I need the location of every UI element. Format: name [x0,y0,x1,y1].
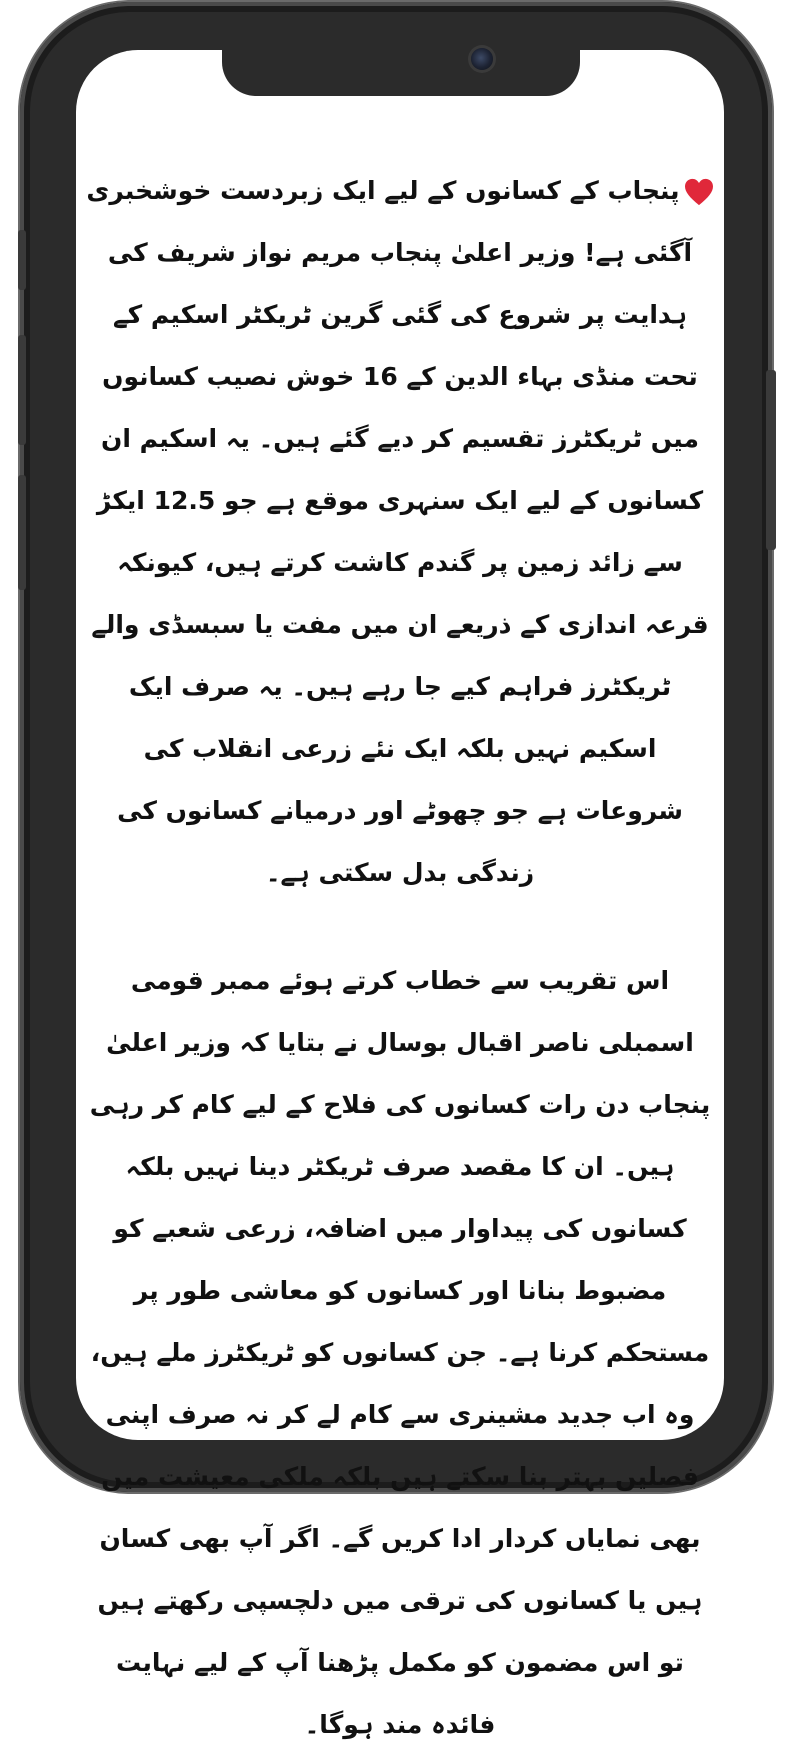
article-paragraph-2: اس تقریب سے خطاب کرتے ہوئے ممبر قومی اسمبلی ناصر اقبال بوسال نے بتایا کہ وزیر اعلیٰ پنجاب دن رات کسانوں کی فلاح کے لیے کام کر رہی ہیں۔ ان کا مقصد صرف ٹریکٹر دینا نہیں بلکہ کسانوں کی پیداوار میں اضافہ، زرعی شعبے کو مضبوط بنانا اور کسانوں کو معاشی طور پر مستحکم کرنا ہے۔ جن کسانوں کو ٹریکٹرز ملے ہیں، وہ اب جدید مشینری سے کام لے کر نہ صرف اپنی فصلیں بہتر بنا سکتے ہیں بلکہ ملکی معیشت میں بھی نمایاں کردار ادا کریں گے۔ اگر آپ بھی کسان ہیں یا کسانوں کی ترقی میں دلچسپی رکھتے ہیں تو اس مضمون کو مکمل پڑھنا آپ کے لیے نہایت فائدہ مند ہوگا۔ [89,966,711,1739]
mute-switch [18,230,26,290]
power-button [766,370,776,550]
front-camera-icon [471,48,493,70]
article-paragraph-1-text: پنجاب کے کسانوں کے لیے ایک زبردست خوشخبری آگئی ہے! وزیر اعلیٰ پنجاب مریم نواز شریف کی ہدایت پر شروع کی گئی گرین ٹریکٹر اسکیم کے تحت منڈی بہاء الدین کے 16 خوش نصیب کسانوں میں ٹریکٹرز تقسیم کر دیے گئے ہیں۔ یہ اسکیم ان کسانوں کے لیے ایک سنہری موقع ہے جو 12.5 ایکڑ سے زائد زمین پر گندم کاشت کرتے ہیں، کیونکہ قرعہ اندازی کے ذریعے ان میں مفت یا سبسڈی والے ٹریکٹرز فراہم کیے جا رہے ہیں۔ یہ صرف ایک اسکیم نہیں بلکہ ایک نئے زرعی انقلاب کی شروعات ہے جو چھوٹے اور درمیانے کسانوں کی زندگی بدل سکتی ہے۔ [86,176,709,887]
paragraph-spacer [86,904,714,950]
phone-notch [222,40,580,96]
article-body [86,160,714,1756]
volume-down-button [18,475,26,590]
red-heart-icon [684,178,714,206]
volume-up-button [18,335,26,445]
article-paragraph-1 [86,160,714,904]
